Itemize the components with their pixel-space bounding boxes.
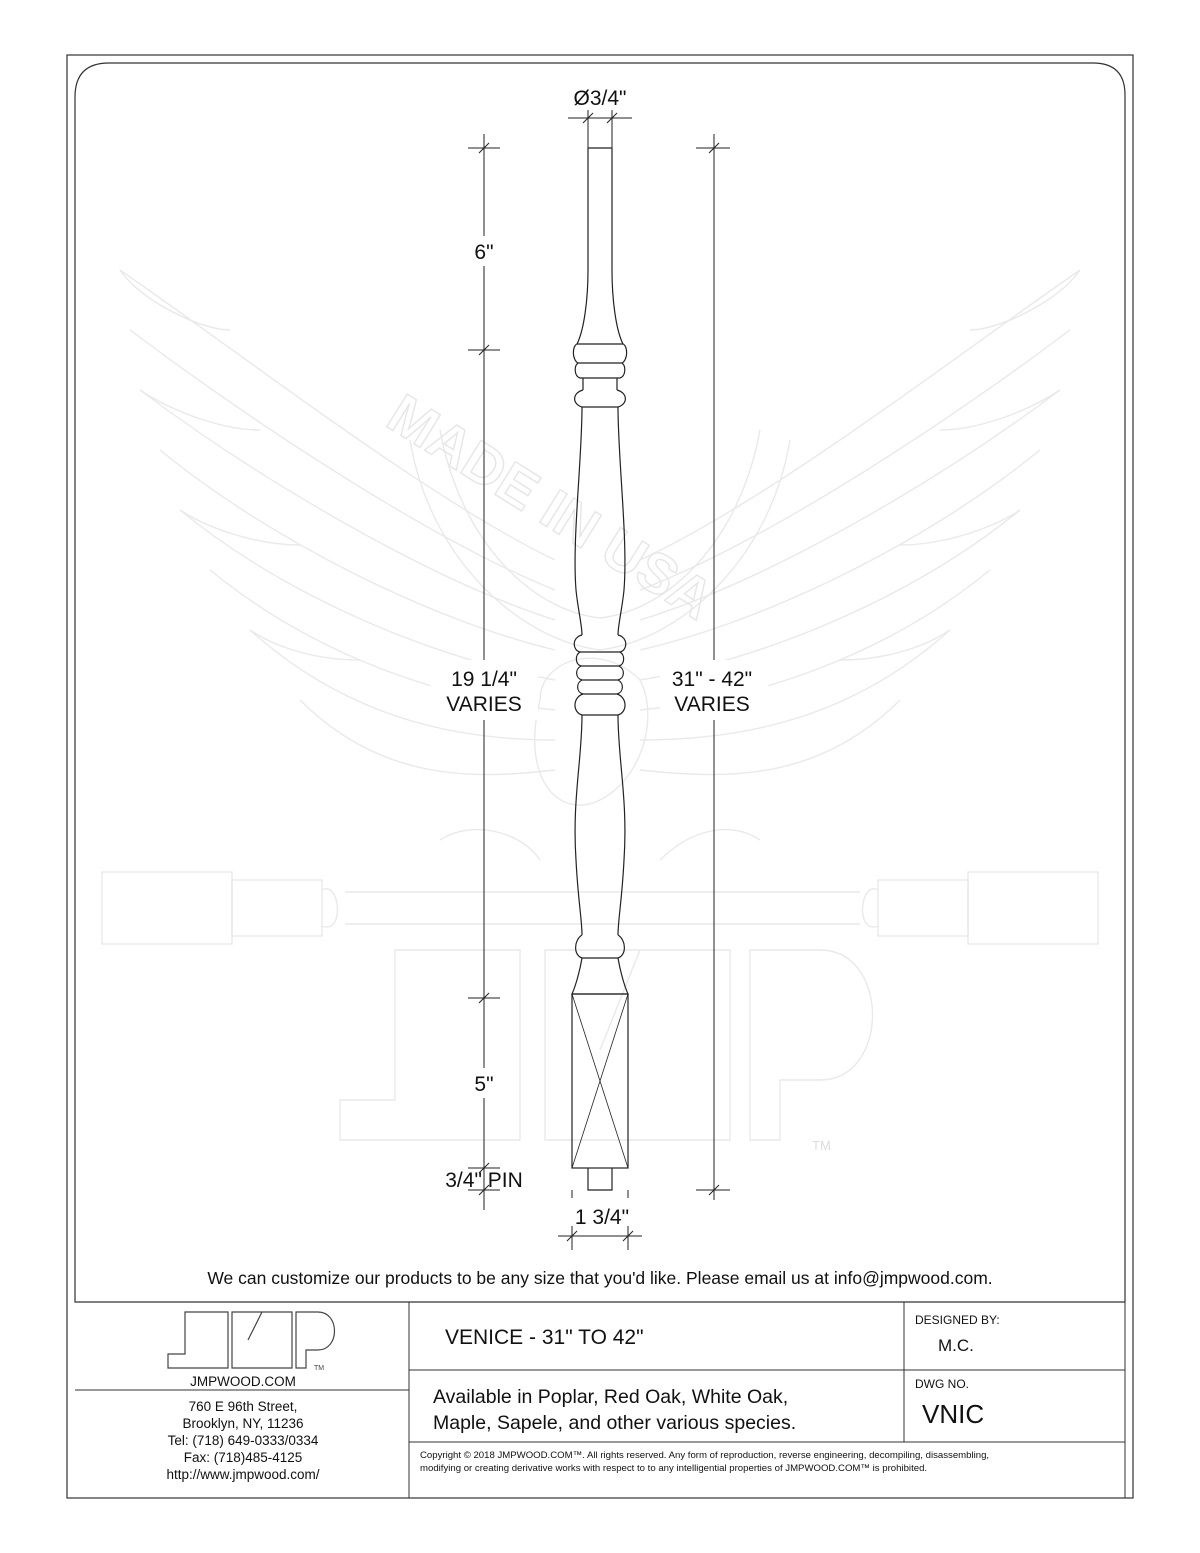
eagle-watermark-icon bbox=[102, 270, 1098, 1140]
dim-pin: 3/4" PIN bbox=[445, 1169, 523, 1192]
fax-line: Fax: (718)485-4125 bbox=[183, 1450, 303, 1465]
availability-line: Available in Poplar, Red Oak, White Oak, bbox=[433, 1386, 789, 1408]
designed-by-label: DESIGNED BY: bbox=[915, 1313, 1000, 1327]
dimension-labels bbox=[430, 87, 768, 1229]
dwg-no-value: VNIC bbox=[922, 1399, 985, 1429]
dim-turned-section: 19 1/4" bbox=[451, 668, 517, 691]
svg-text:TM: TM bbox=[812, 1138, 831, 1153]
jmp-logo-icon bbox=[168, 1312, 335, 1368]
product-title: VENICE - 31" TO 42" bbox=[445, 1326, 644, 1349]
dim-top-diameter: Ø3/4" bbox=[573, 87, 627, 110]
drawing-frame bbox=[75, 63, 1125, 1302]
dim-turned-varies: VARIES bbox=[446, 693, 522, 716]
dim-block-width: 1 3/4" bbox=[574, 1206, 630, 1229]
baluster-outline bbox=[572, 148, 628, 1190]
customization-note: We can customize our products to be any size that you'd like. Please email us at info@jmpwood.com. bbox=[207, 1268, 993, 1288]
dim-overall-varies: VARIES bbox=[674, 693, 750, 716]
designed-by-value: M.C. bbox=[938, 1336, 974, 1355]
dim-bottom-square: 5" bbox=[474, 1073, 494, 1096]
copyright-line: Copyright © 2018 JMPWOOD.COM™. All rights reserved. Any form of reproduction, reverse engineering, decompiling, disassembling, bbox=[420, 1450, 990, 1461]
availability-line: Maple, Sapele, and other various species. bbox=[433, 1412, 797, 1434]
logo-tm: TM bbox=[314, 1365, 325, 1372]
copyright-line: modifying or creating derivative works with respect to to any intelligential properties of JMPWOOD.COM™ is prohibited. bbox=[420, 1462, 928, 1474]
company-website: JMPWOOD.COM bbox=[190, 1374, 296, 1389]
dim-overall-height: 31" - 42" bbox=[671, 668, 753, 691]
dim-top-square: 6" bbox=[474, 241, 494, 264]
url-line: http://www.jmpwood.com/ bbox=[166, 1467, 320, 1482]
svg-text:MADE IN USA: MADE IN USA bbox=[377, 381, 725, 632]
dwg-no-label: DWG NO. bbox=[915, 1377, 969, 1391]
availability-text bbox=[433, 1384, 796, 1436]
copyright-text bbox=[420, 1450, 989, 1475]
address-line: 760 E 96th Street, bbox=[188, 1399, 298, 1414]
address-line: Brooklyn, NY, 11236 bbox=[182, 1416, 304, 1431]
phone-line: Tel: (718) 649-0333/0334 bbox=[167, 1433, 319, 1448]
company-address bbox=[76, 1398, 410, 1483]
